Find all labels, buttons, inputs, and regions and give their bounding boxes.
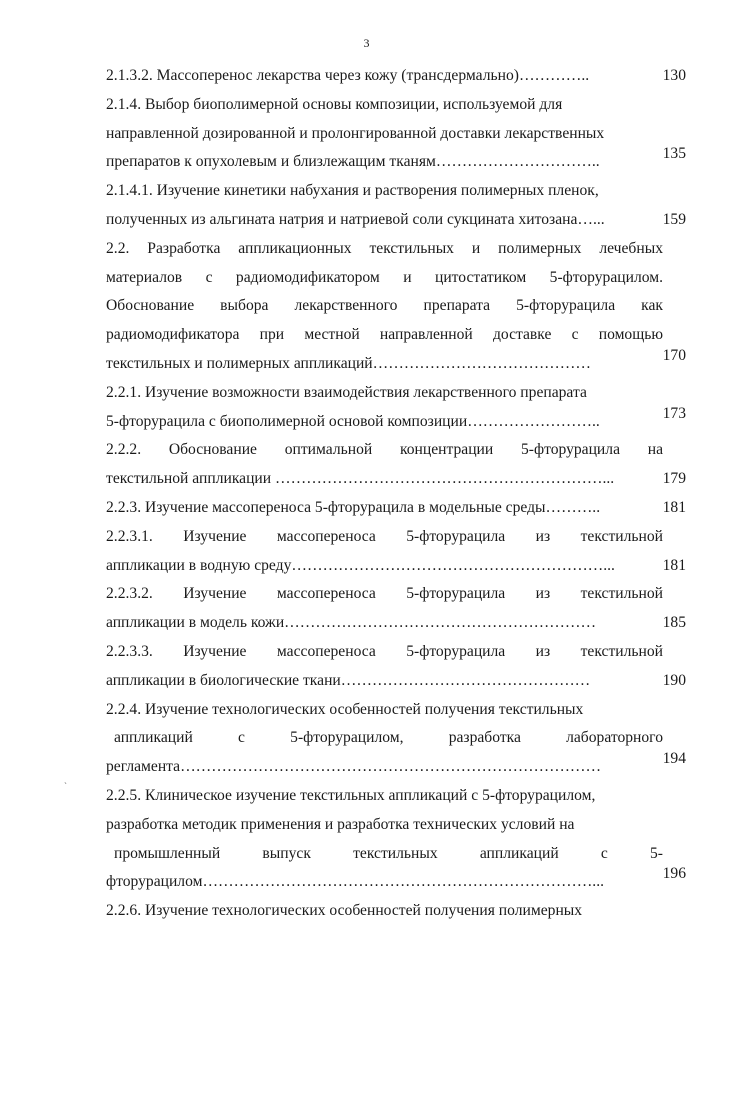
toc-entry-2-2-3-1 bbox=[106, 523, 686, 581]
toc-page-number: 181 bbox=[662, 556, 686, 574]
toc-entry-text: аппликации в водную среду……………………………………………………... bbox=[106, 556, 615, 574]
toc-entry-text: промышленный выпуск текстильных аппликаций с 5- bbox=[114, 844, 663, 862]
toc-page-number: 196 bbox=[662, 865, 686, 883]
toc-entry-text: разработка методик применения и разработка технических условий на bbox=[106, 815, 575, 833]
toc-entry-2-2-3 bbox=[106, 494, 686, 523]
toc-entry-text: 2.1.4.1. Изучение кинетики набухания и растворения полимерных пленок, bbox=[106, 182, 599, 200]
toc-page-number: 179 bbox=[662, 470, 686, 488]
toc-entry-2-2-3-2 bbox=[106, 580, 686, 638]
toc-entry-text: аппликации в модель кожи…………………………………………………… bbox=[106, 614, 597, 632]
toc-entry-2-2 bbox=[106, 235, 686, 379]
table-of-contents bbox=[106, 62, 686, 926]
stray-mark: ` bbox=[64, 781, 67, 791]
toc-entry-text: полученных из альгината натрия и натриевой соли сукцината хитозана…... bbox=[106, 210, 605, 228]
toc-entry-text: 2.2.6. Изучение технологических особенностей получения полимерных bbox=[106, 902, 583, 920]
toc-entry-2-2-5 bbox=[106, 782, 686, 897]
toc-page-number: 181 bbox=[662, 498, 686, 516]
toc-entry-text: аппликаций с 5-фторурацилом, разработка лабораторного bbox=[114, 729, 663, 747]
toc-entry-text: 2.2.3.2. Изучение массопереноса 5-фторурацила из текстильной bbox=[106, 585, 663, 603]
toc-entry-text: направленной дозированной и пролонгированной доставки лекарственных bbox=[106, 124, 605, 142]
toc-entry-text: 2.2. Разработка аппликационных текстильных и полимерных лечебных bbox=[106, 239, 663, 257]
toc-entry-text: Обоснование выбора лекарственного препарата 5-фторурацила как bbox=[106, 297, 663, 315]
toc-page-number: 194 bbox=[662, 750, 686, 768]
toc-entry-text: 2.2.4. Изучение технологических особенностей получения текстильных bbox=[106, 700, 584, 718]
toc-entry-2-2-4 bbox=[106, 696, 686, 782]
toc-entry-text: 2.2.1. Изучение возможности взаимодействия лекарственного препарата bbox=[106, 383, 587, 401]
toc-page-number: 170 bbox=[662, 346, 686, 364]
toc-entry-2-1-4-1 bbox=[106, 177, 686, 235]
toc-entry-2-1-4 bbox=[106, 91, 686, 177]
toc-entry-text: текстильных и полимерных аппликаций…………………………………… bbox=[106, 354, 591, 372]
page-number: 3 bbox=[363, 36, 370, 50]
toc-page-number: 173 bbox=[662, 404, 686, 422]
toc-entry-text: текстильной аппликации ………………………………………………………... bbox=[106, 470, 615, 488]
toc-page-number: 159 bbox=[662, 210, 686, 228]
toc-entry-2-1-3-2 bbox=[106, 62, 686, 91]
toc-entry-text: 2.2.3.1. Изучение массопереноса 5-фторурацила из текстильной bbox=[106, 527, 663, 545]
toc-entry-2-2-3-3 bbox=[106, 638, 686, 696]
toc-entry-text: 2.2.3. Изучение массопереноса 5-фторурацила в модельные среды……….. bbox=[106, 498, 601, 516]
toc-entry-text: аппликации в биологические ткани………………………………………… bbox=[106, 671, 591, 689]
toc-entry-text: 2.1.3.2. Массоперенос лекарства через кожу (трансдермально)………….. bbox=[106, 67, 590, 84]
toc-entry-text: фторурацилом…………………………………………………………………... bbox=[106, 873, 604, 891]
toc-page-number: 190 bbox=[662, 671, 686, 689]
toc-entry-text: препаратов к опухолевым и близлежащим тканям………………………….. bbox=[106, 153, 600, 171]
toc-entry-2-2-6 bbox=[106, 897, 686, 926]
toc-entry-2-2-2 bbox=[106, 436, 686, 494]
toc-entry-text: материалов с радиомодификатором и цитостатиком 5-фторурацилом. bbox=[106, 268, 663, 286]
toc-entry-text: радиомодификатора при местной направленной доставке с помощью bbox=[106, 326, 663, 344]
toc-entry-2-2-1 bbox=[106, 379, 686, 437]
toc-page-number: 185 bbox=[662, 614, 686, 632]
toc-entry-text: 2.2.2. Обоснование оптимальной концентрации 5-фторурацила на bbox=[106, 441, 663, 459]
toc-entry-text: 2.2.3.3. Изучение массопереноса 5-фторурацила из текстильной bbox=[106, 642, 663, 660]
toc-entry-text: 2.1.4. Выбор биополимерной основы композиции, используемой для bbox=[106, 95, 563, 113]
toc-page-number: 135 bbox=[662, 145, 686, 163]
toc-page-number: 130 bbox=[662, 67, 686, 84]
toc-entry-text: регламента……………………………………………………………………… bbox=[106, 758, 602, 776]
toc-entry-text: 5-фторурацила с биополимерной основой композиции…………………….. bbox=[106, 412, 600, 430]
toc-entry-text: 2.2.5. Клиническое изучение текстильных аппликаций с 5-фторурацилом, bbox=[106, 786, 596, 804]
